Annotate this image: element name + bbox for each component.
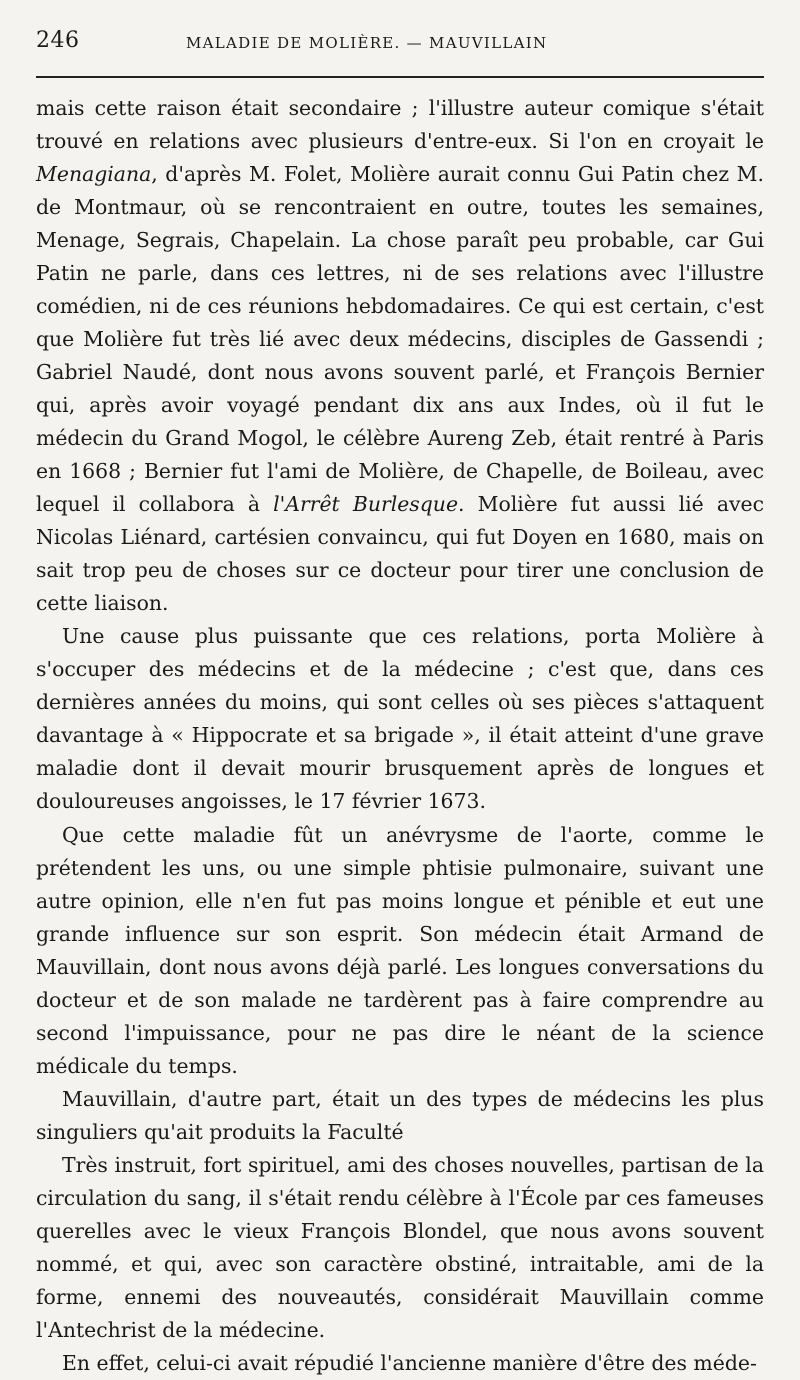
body-text [36,92,764,1380]
menagiana-title: Menagiana [36,162,151,186]
page-number: 246 [36,28,80,53]
paragraph-1 [36,92,764,621]
running-title: MALADIE DE MOLIÈRE. — MAUVILLAIN [186,34,547,52]
header-rule [36,76,764,78]
paragraph-4: Mauvillain, d'autre part, était un des types de médecins les plus singuliers qu'ait produits la Faculté [36,1083,764,1149]
paragraph-6: En effet, celui-ci avait répudié l'ancienne manière d'être des méde- [36,1347,764,1380]
running-head [36,28,766,62]
paragraph-1-text-a: mais cette raison était secondaire ; l'illustre auteur comique s'était trouvé en relations avec plusieurs d'entre-eux. Si l'on en croyait le [36,96,764,153]
paragraph-1-text-b: , d'après M. Folet, Molière aurait connu Gui Patin chez M. de Montmaur, où se rencontraient en outre, toutes les semaines, Menage, Segrais, Chapelain. La chose paraît peu probable, car Gui Patin ne parle, dans ces lettres, ni de ses relations avec l'illustre comédien, ni de ces réunions hebdomadaires. Ce qui est certain, c'est que Molière fut très lié avec deux médecins, disciples de Gassendi ; Gabriel Naudé, dont nous avons souvent parlé, et François Bernier qui, après avoir voyagé pendant dix ans aux Indes, où il fut le médecin du Grand Mogol, le célèbre Aureng Zeb, était rentré à Paris en 1668 ; Bernier fut l'ami de Molière, de Chapelle, de Boileau, avec lequel il collabora à [36,162,764,516]
paragraph-1-text-c: . Molière fut aussi lié avec Nicolas Liénard, cartésien convaincu, qui fut Doyen en 1680, mais on sait trop peu de choses sur ce docteur pour tirer une conclusion de cette liaison. [36,492,764,615]
arret-burlesque-title: l'Arrêt Burlesque [273,492,458,516]
paragraph-5: Très instruit, fort spirituel, ami des choses nouvelles, partisan de la circulation du sang, il s'était rendu célèbre à l'École par ces fameuses querelles avec le vieux François Blondel, que nous avons souvent nommé, et qui, avec son caractère obstiné, intraitable, ami de la forme, ennemi des nouveautés, considérait Mauvillain comme l'Antechrist de la médecine. [36,1149,764,1347]
paragraph-2: Une cause plus puissante que ces relations, porta Molière à s'occuper des médecins et de la médecine ; c'est que, dans ces dernières années du moins, qui sont celles où ses pièces s'attaquent davantage à « Hippocrate et sa brigade », il était atteint d'une grave maladie dont il devait mourir brusquement après de longues et douloureuses angoisses, le 17 février 1673. [36,620,764,818]
paragraph-3: Que cette maladie fût un anévrysme de l'aorte, comme le prétendent les uns, ou une simple phtisie pulmonaire, suivant une autre opinion, elle n'en fut pas moins longue et pénible et eut une grande influence sur son esprit. Son médecin était Armand de Mauvillain, dont nous avons déjà parlé. Les longues conversations du docteur et de son malade ne tardèrent pas à faire comprendre au second l'impuissance, pour ne pas dire le néant de la science médicale du temps. [36,819,764,1083]
